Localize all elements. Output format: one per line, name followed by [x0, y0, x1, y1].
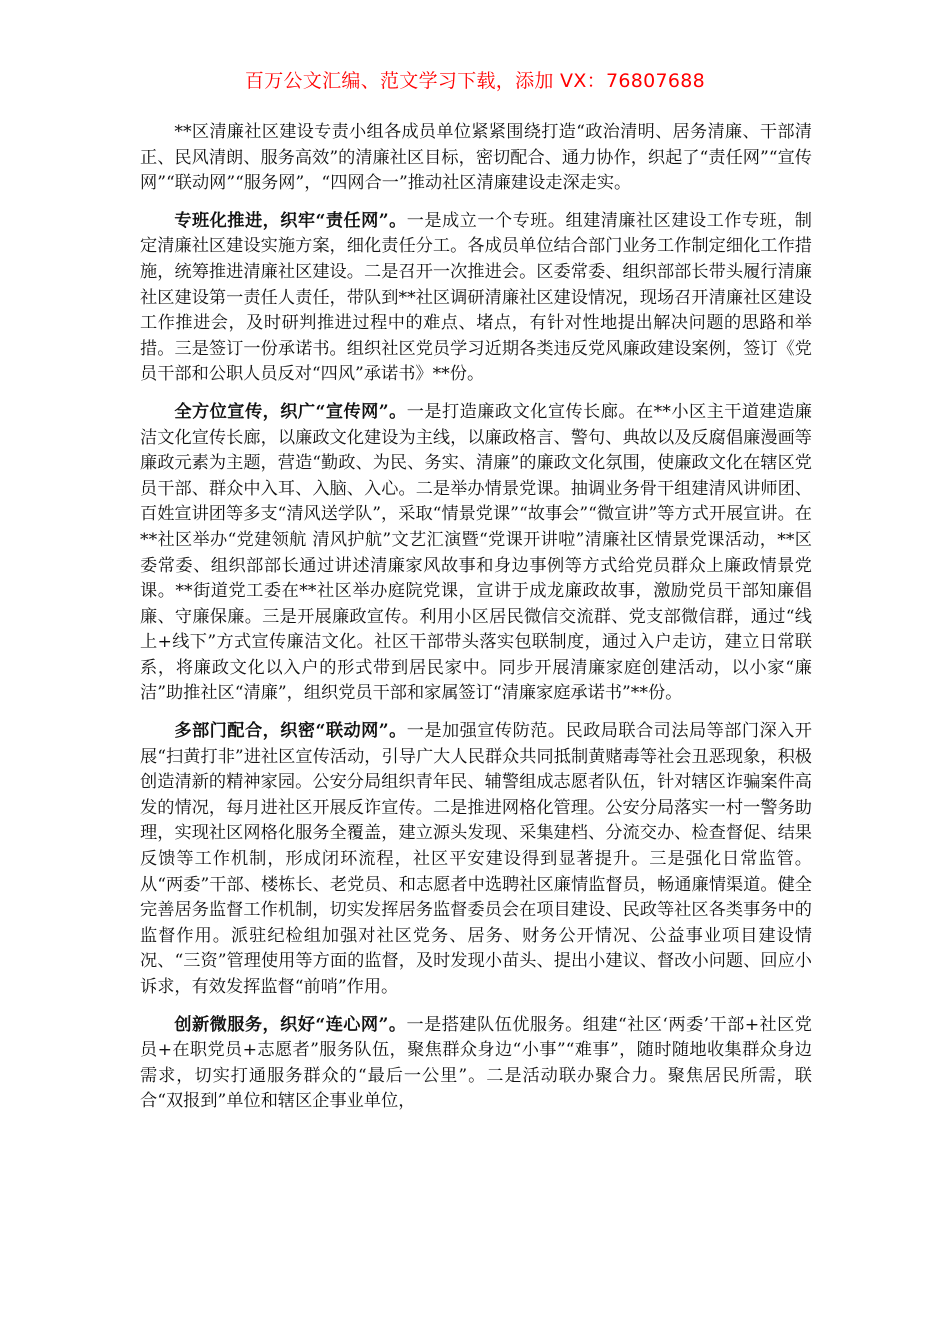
- intro-text: **区清廉社区建设专责小组各成员单位紧紧围绕打造“政治清明、居务清廉、干部清正、民风清朗、服务高效”的清廉社区目标，密切配合、通力协作，织起了“责任网”“宣传网”“联动网”“服务网”，“四网合一”推动社区清廉建设走深走实。: [140, 122, 812, 194]
- responsibility-net-paragraph: [140, 209, 812, 388]
- responsibility-net-heading: 专班化推进，织牢“责任网”。: [174, 210, 407, 231]
- header-text: 百万公文汇编、范文学习下载，添加 VX：76807688: [244, 70, 706, 92]
- publicity-net-paragraph: [140, 400, 812, 707]
- linkage-net-paragraph: [140, 719, 812, 1001]
- page-header: [0, 66, 950, 93]
- responsibility-net-text: 一是成立一个专班。组建清廉社区建设工作专班，制定清廉社区建设实施方案，细化责任分工。各成员单位结合部门业务工作制定细化工作措施，统筹推进清廉社区建设。二是召开一次推进会。区委常委、组织部部长带头履行清廉社区建设第一责任人责任，带队到**社区调研清廉社区建设情况，现场召开清廉社区建设工作推进会，及时研判推进过程中的难点、堵点，有针对性地提出解决问题的思路和举措。三是签订一份承诺书。组织社区党员学习近期各类违反党风廉政建设案例，签订《党员干部和公职人员反对“四风”承诺书》**份。: [140, 210, 812, 385]
- service-net-heading: 创新微服务，织好“连心网”。: [174, 1014, 407, 1035]
- linkage-net-heading: 多部门配合，织密“联动网”。: [174, 721, 407, 742]
- intro-paragraph: [140, 120, 812, 197]
- service-net-paragraph: [140, 1013, 812, 1115]
- document-body: [140, 120, 812, 1127]
- publicity-net-text: 一是打造廉政文化宣传长廊。在**小区主干道建造廉洁文化宣传长廊，以廉政文化建设为主线，以廉政格言、警句、典故以及反腐倡廉漫画等廉政元素为主题，营造“勤政、为民、务实、清廉”的廉政文化氛围，使廉政文化在辖区党员干部、群众中入耳、入脑、入心。二是举办情景党课。抽调业务骨干组建清风讲师团、百姓宣讲团等多支“清风送学队”，采取“情景党课”“故事会”“微宣讲”等方式开展宣讲。在**社区举办“党建领航 清风护航”文艺汇演暨“党课开讲啦”清廉社区情景党课活动，**区委常委、组织部部长通过讲述清廉家风故事和身边事例等方式给党员群众上廉政情景党课。**街道党工委在**社区举办庭院党课，宣讲于成龙廉政故事，激励党员干部知廉倡廉、守廉保廉。三是开展廉政宣传。利用小区居民微信交流群、党支部微信群，通过“线上+线下”方式宣传廉洁文化。社区干部带头落实包联制度，通过入户走访，建立日常联系，将廉政文化以入户的形式带到居民家中。同步开展清廉家庭创建活动，以小家“廉洁”助推社区“清廉”，组织党员干部和家属签订“清廉家庭承诺书”**份。: [140, 401, 812, 704]
- service-net-text: 一是搭建队伍优服务。组建“社区‘两委’干部+社区党员+在职党员+志愿者”服务队伍，聚焦群众身边“小事”“难事”，随时随地收集群众身边需求，切实打通服务群众的“最后一公里”。二是活动联办聚合力。聚焦居民所需，联合“双报到”单位和辖区企事业单位，: [140, 1014, 812, 1112]
- linkage-net-text: 一是加强宣传防范。民政局联合司法局等部门深入开展“扫黄打非”进社区宣传活动，引导广大人民群众共同抵制黄赌毒等社会丑恶现象，积极创造清新的精神家园。公安分局组织青年民、辅警组成志愿者队伍，针对辖区诈骗案件高发的情况，每月进社区开展反诈宣传。二是推进网格化管理。公安分局落实一村一警务助理，实现社区网格化服务全覆盖，建立源头发现、采集建档、分流交办、检查督促、结果反馈等工作机制，形成闭环流程，社区平安建设得到显著提升。三是强化日常监管。从“两委”干部、楼栋长、老党员、和志愿者中选聘社区廉情监督员，畅通廉情渠道。健全完善居务监督工作机制，切实发挥居务监督委员会在项目建设、民政等社区各类事务中的监督作用。派驻纪检组加强对社区党务、居务、财务公开情况、公益事业项目建设情况、“三资”管理使用等方面的监督，及时发现小苗头、提出小建议、督改小问题、回应小诉求，有效发挥监督“前哨”作用。: [140, 721, 812, 997]
- publicity-net-heading: 全方位宣传，织广“宣传网”。: [174, 401, 407, 422]
